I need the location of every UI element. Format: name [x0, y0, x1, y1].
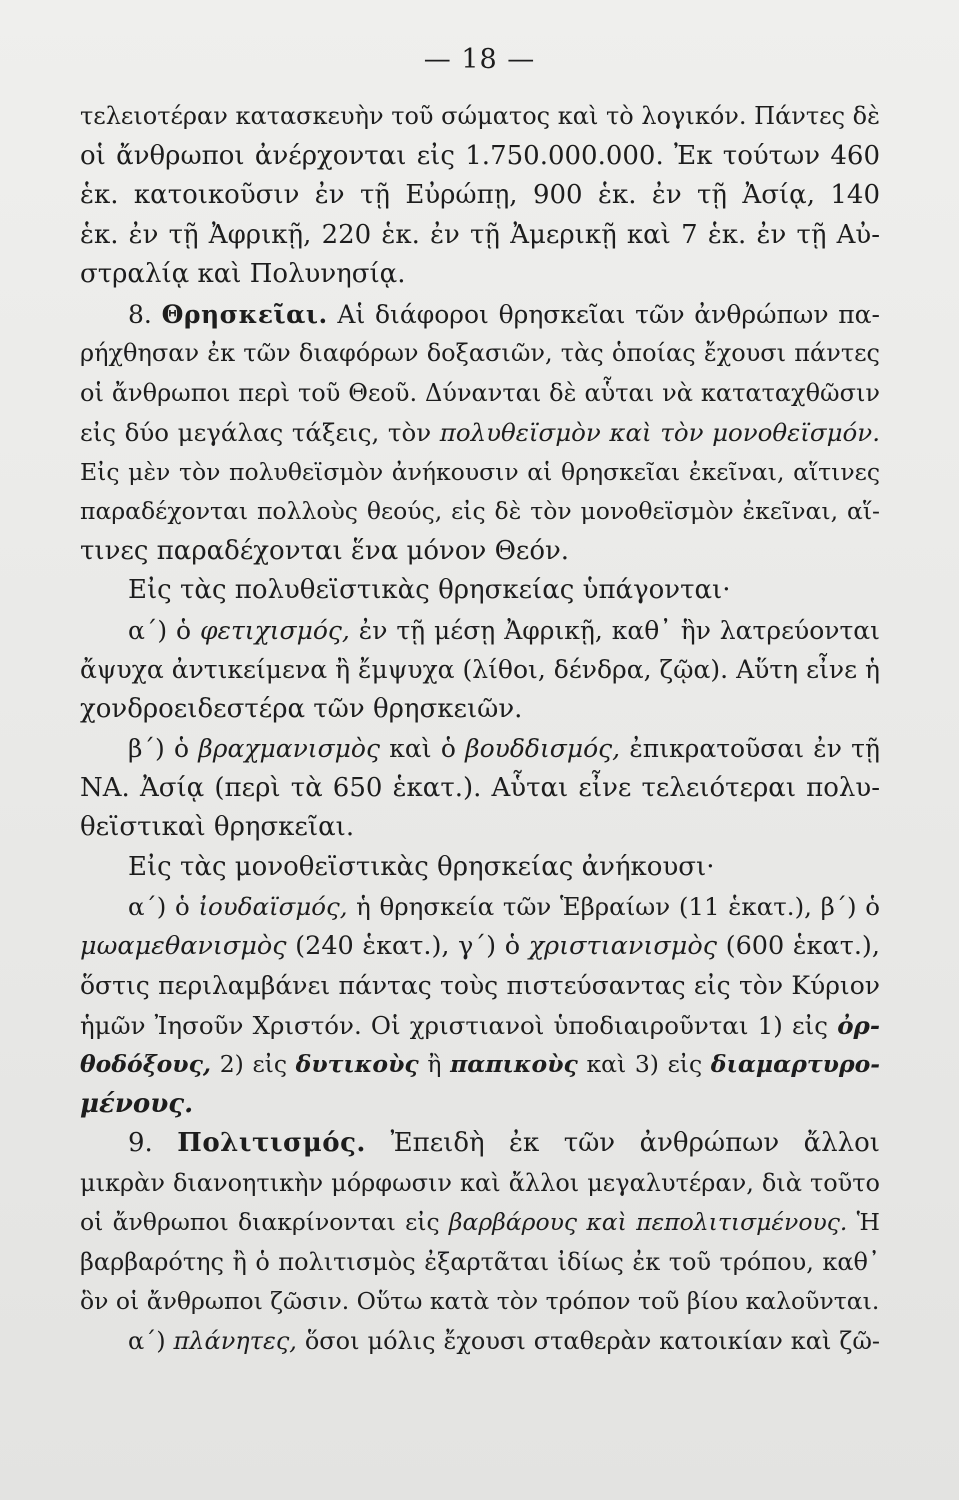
text-segment: ΝΑ. Ἀσίᾳ (περὶ τὰ 650 ἑκατ.). Αὗται εἶνε τελειότεραι πολυ-: [80, 772, 880, 803]
text-segment: Ἡ: [847, 1208, 880, 1236]
text-line: [80, 1282, 880, 1322]
text-line: [80, 848, 880, 888]
text-segment: οἱ ἄνθρωποι διακρίνονται εἰς: [80, 1208, 449, 1236]
text-segment: (240 ἑκατ.), γ´) ὁ: [286, 930, 529, 961]
text-segment: εἰς δύο μεγάλας τάξεις, τὸν: [80, 418, 440, 447]
text-segment: βραχμανισμὸς: [198, 734, 380, 763]
text-line: [80, 1243, 880, 1283]
text-segment: β´) ὁ: [128, 734, 199, 763]
text-line: [80, 650, 880, 690]
text-line: [80, 927, 880, 967]
text-line: [80, 729, 880, 769]
text-line: [80, 808, 880, 848]
text-line: [80, 966, 880, 1006]
text-line: [80, 611, 880, 651]
text-segment: ἡμῶν Ἰησοῦν Χριστόν. Οἱ χριστιανοὶ ὑποδιαιροῦνται 1) εἰς: [80, 1010, 838, 1040]
text-segment: διαμαρτυρο-: [710, 1050, 880, 1078]
text-segment: ἰουδαϊσμός,: [198, 892, 348, 921]
text-line: [80, 492, 880, 532]
text-segment: οἱ ἄνθρωποι ἀνέρχονται εἰς 1.750.000.000. Ἐκ τούτων 460: [80, 140, 880, 171]
page-text: [80, 97, 880, 1361]
text-segment: ὅστις περιλαμβάνει πάντας τοὺς πιστεύσαντας εἰς τὸν Κύριον: [80, 971, 880, 1000]
text-segment: χριστιανισμὸς: [528, 930, 717, 961]
text-segment: θοδόξους,: [80, 1050, 212, 1078]
text-segment: ἑκ. ἐν τῇ Ἀφρικῇ, 220 ἑκ. ἐν τῇ Ἀμερικῇ καὶ 7 ἑκ. ἐν τῇ Αὐ-: [80, 219, 880, 250]
text-segment: πλάνητες,: [173, 1326, 297, 1355]
text-segment: α´): [128, 1326, 174, 1355]
text-line: [80, 1006, 880, 1046]
text-segment: (600 ἑκατ.),: [717, 930, 880, 961]
text-segment: Εἰς μὲν τὸν πολυθεϊσμὸν ἀνήκουσιν αἱ θρησκεῖαι ἐκεῖναι, αἵτινες: [80, 457, 880, 486]
text-line: [80, 137, 880, 177]
text-segment: φετιχισμός,: [200, 615, 350, 645]
text-line: [80, 176, 880, 216]
text-segment: α´) ὁ: [128, 615, 201, 645]
text-line: [80, 887, 880, 927]
text-segment: 2) εἰς: [211, 1050, 296, 1078]
text-segment: οἱ ἄνθρωποι περὶ τοῦ Θεοῦ. Δύνανται δὲ αὗται νὰ καταταχθῶσιν: [80, 378, 880, 407]
text-segment: ἑκ. κατοικοῦσιν ἐν τῇ Εὐρώπῃ, 900 ἑκ. ἐν τῇ Ἀσίᾳ, 140: [80, 180, 880, 210]
text-line: [80, 1203, 880, 1243]
text-line: [80, 690, 880, 730]
text-segment: 9.: [128, 1128, 178, 1158]
text-line: [80, 1085, 880, 1125]
text-line: [80, 255, 880, 295]
text-line: [80, 374, 880, 414]
text-line: [80, 571, 880, 611]
text-segment: μικρὰν διανοητικὴν μόρφωσιν καὶ ἄλλοι μεγαλυτέραν, διὰ τοῦτο: [80, 1168, 880, 1197]
text-line: [80, 295, 880, 335]
text-segment: Εἰς τὰς μονοθεϊστικὰς θρησκείας ἀνήκουσι·: [128, 851, 715, 882]
text-segment: βαρβαρότης ἢ ὁ πολιτισμὸς ἐξαρτᾶται ἰδίως ἐκ τοῦ τρόπου, καθ᾿: [80, 1247, 880, 1276]
text-line: [80, 216, 880, 256]
text-line: [80, 1164, 880, 1204]
text-segment: πολυθεϊσμὸν καὶ τὸν μονοθεϊσμόν.: [439, 418, 880, 447]
text-segment: ἐν τῇ μέσῃ Ἀφρικῇ, καθ᾿ ἣν λατρεύονται: [349, 615, 880, 645]
text-line: [80, 769, 880, 809]
text-segment: θεϊστικαὶ θρησκεῖαι.: [80, 812, 355, 842]
text-segment: καὶ 3) εἰς: [577, 1050, 711, 1078]
text-line: [80, 1045, 880, 1085]
text-segment: στραλίᾳ καὶ Πολυνησίᾳ.: [80, 259, 406, 289]
text-segment: α´) ὁ: [128, 892, 199, 921]
text-segment: Ἐπειδὴ ἐκ τῶν ἀνθρώπων ἄλλοι: [390, 1128, 880, 1158]
text-segment: βαρβάρους καὶ πεπολιτισμένους.: [448, 1208, 848, 1236]
text-segment: ἢ: [418, 1050, 451, 1078]
text-line: [80, 453, 880, 493]
text-line: [80, 334, 880, 374]
section-heading: Πολιτισμός.: [177, 1128, 366, 1158]
text-line: [80, 413, 880, 453]
text-segment: ἡ θρησκεία τῶν Ἑβραίων (11 ἑκατ.), β´) ὁ: [347, 892, 880, 921]
section-heading: Θρησκεῖαι.: [161, 299, 328, 329]
text-segment: μωαμεθανισμὸς: [80, 930, 287, 961]
text-segment: τελειοτέραν κατασκευὴν τοῦ σώματος καὶ τὸ λογικόν. Πάντες δὲ: [80, 102, 880, 130]
text-line: [80, 1322, 880, 1362]
text-segment: ὅσοι μόλις ἔχουσι σταθερὰν κατοικίαν καὶ ζῶ-: [296, 1326, 880, 1355]
text-line: [80, 1124, 880, 1164]
text-segment: βουδδισμός,: [465, 734, 621, 763]
page-number: — 18 —: [423, 44, 536, 75]
text-segment: ρήχθησαν ἐκ τῶν διαφόρων δοξασιῶν, τὰς ὁποίας ἔχουσι πάντες: [80, 339, 880, 367]
text-segment: 8.: [128, 299, 162, 329]
text-line: [80, 97, 880, 137]
text-segment: τινες παραδέχονται ἕνα μόνον Θεόν.: [80, 535, 570, 566]
text-segment: μένους.: [80, 1088, 194, 1119]
text-segment: ἐπικρατοῦσαι ἐν τῇ: [620, 734, 880, 763]
text-segment: δυτικοὺς: [295, 1050, 419, 1078]
text-segment: ὃν οἱ ἄνθρωποι ζῶσιν. Οὕτω κατὰ τὸν τρόπον τοῦ βίου καλοῦνται.: [80, 1287, 880, 1315]
text-segment: καὶ ὁ: [379, 734, 466, 763]
text-line: [80, 532, 880, 572]
text-segment: χονδροειδεστέρα τῶν θρησκειῶν.: [80, 693, 523, 724]
text-segment: ἄψυχα ἀντικείμενα ἢ ἔμψυχα (λίθοι, δένδρα, ζῷα). Αὕτη εἶνε ἡ: [80, 655, 880, 684]
text-segment: Εἰς τὰς πολυθεϊστικὰς θρησκείας ὑπάγονται·: [128, 575, 731, 605]
text-segment: Αἱ διάφοροι θρησκεῖαι τῶν ἀνθρώπων πα-: [327, 299, 880, 329]
text-segment: παπικοὺς: [450, 1050, 578, 1078]
text-segment: ὀρ-: [837, 1010, 880, 1040]
text-segment: παραδέχονται πολλοὺς θεούς, εἰς δὲ τὸν μονοθεϊσμὸν ἐκεῖναι, αἵ-: [80, 497, 880, 525]
